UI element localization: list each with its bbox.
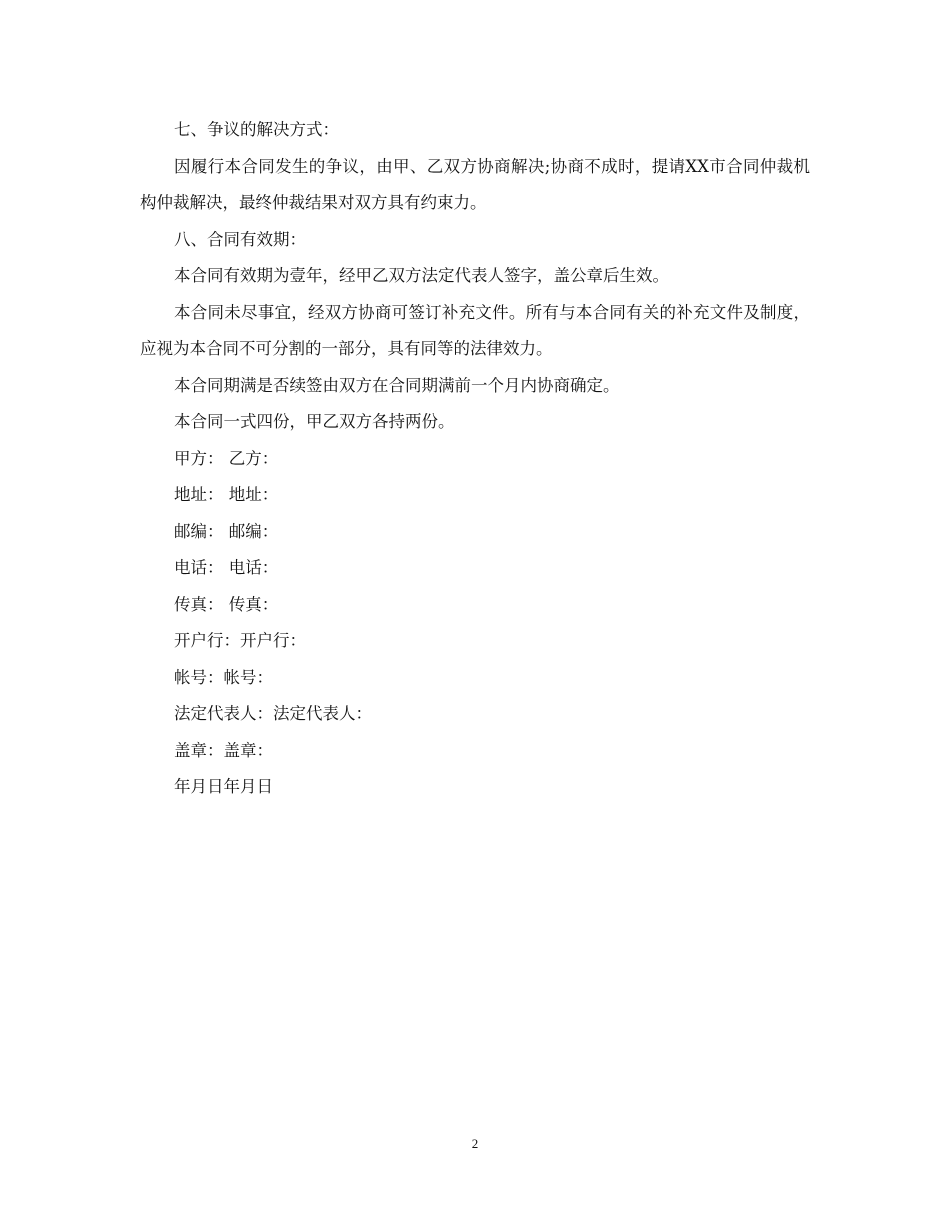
signature-line-legal-rep: 法定代表人：法定代表人： — [174, 704, 372, 723]
section-heading-dispute: 七、争议的解决方式： — [174, 120, 339, 139]
signature-line-bank: 开户行：开户行： — [174, 631, 306, 650]
document-body — [140, 112, 810, 806]
page-number: 2 — [471, 1136, 479, 1151]
signature-line-account: 帐号：帐号： — [174, 667, 273, 687]
paragraph-dispute-resolution: 因履行本合同发生的争议，由甲、乙双方协商解决;协商不成时，提请XX市合同仲裁机构仲裁解决，最终仲裁结果对双方具有约束力。 — [140, 156, 810, 212]
section-heading-validity: 八、合同有效期： — [174, 229, 306, 249]
signature-line-seal: 盖章：盖章： — [174, 740, 273, 760]
paragraph-renewal: 本合同期满是否续签由双方在合同期满前一个月内协商确定。 — [174, 375, 620, 395]
signature-line-fax: 传真： 传真： — [174, 594, 279, 614]
signature-line-parties: 甲方： 乙方： — [174, 448, 279, 468]
paragraph-supplementary: 本合同未尽事宜，经双方协商可签订补充文件。所有与本合同有关的补充文件及制度，应视为本合同不可分割的一部分，具有同等的法律效力。 — [140, 302, 810, 358]
signature-line-phone: 电话： 电话： — [174, 558, 279, 577]
signature-line-postcode: 邮编： 邮编： — [174, 521, 279, 541]
paragraph-copies: 本合同一式四份，甲乙双方各持两份。 — [174, 412, 455, 431]
signature-line-address: 地址： 地址： — [174, 485, 279, 504]
signature-line-date: 年月日年月日 — [174, 777, 273, 796]
paragraph-validity-period: 本合同有效期为壹年，经甲乙双方法定代表人签字，盖公章后生效。 — [174, 266, 669, 285]
